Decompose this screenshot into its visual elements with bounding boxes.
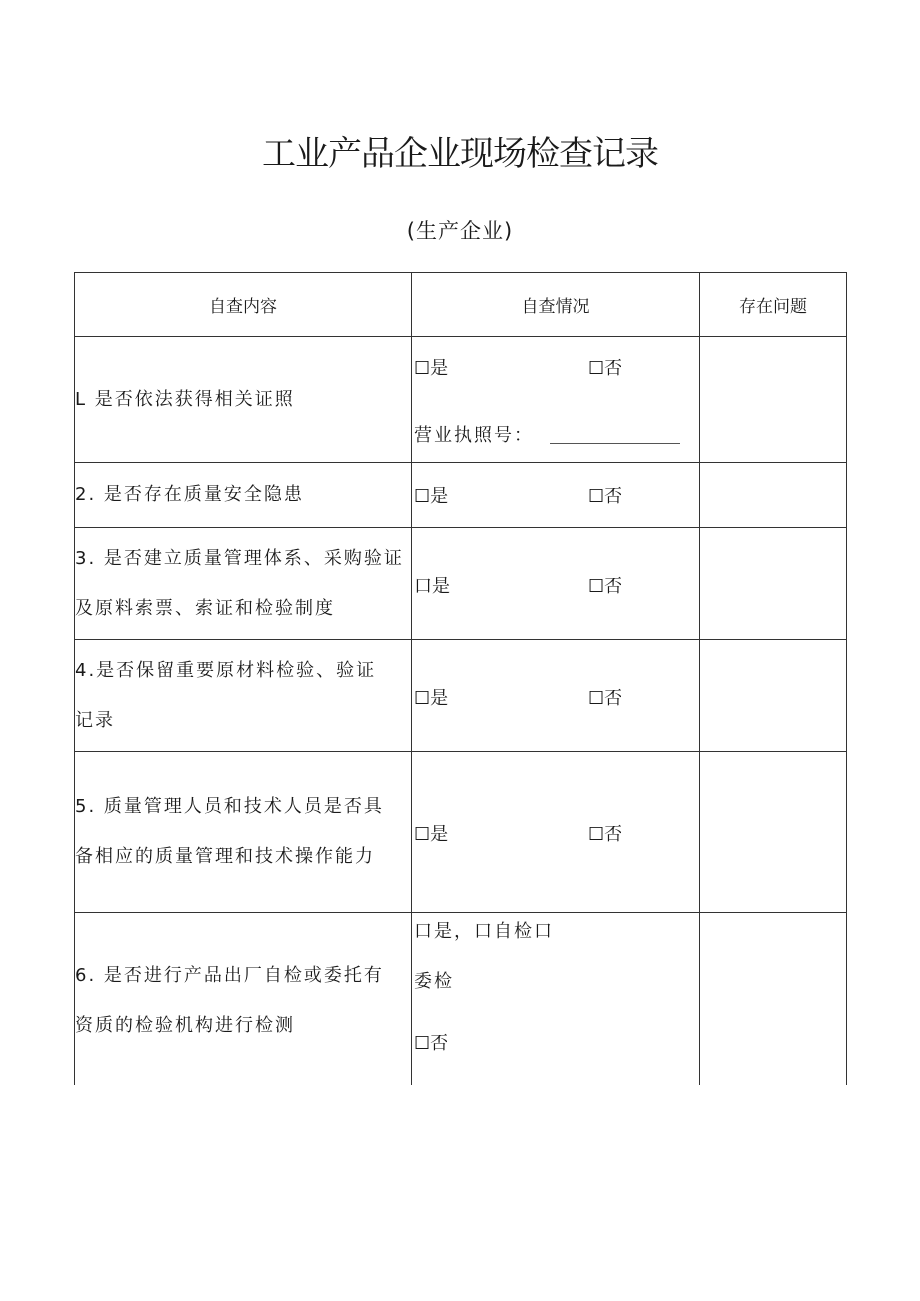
no-checkbox[interactable]: ☐否 [588,824,623,845]
no-checkbox[interactable]: ☐否 [588,576,623,597]
row4-issue-cell[interactable] [700,640,847,752]
row2-issue-cell[interactable] [700,463,847,528]
table-row [75,913,847,1086]
yes-checkbox[interactable]: ☐是 [414,688,449,709]
row1-status-cell [412,337,700,463]
item-line: 4.是否保留重要原材料检验、验证 [75,659,377,681]
table-row [75,337,847,463]
row6-item [75,913,412,1086]
row5-item [75,752,412,913]
row4-status-cell [412,640,700,752]
row2-item [75,463,412,528]
row3-issue-cell[interactable] [700,528,847,640]
item-line: 备相应的质量管理和技术操作能力 [75,846,375,867]
item-line: 2. 是否存在质量安全隐患 [75,484,304,505]
item-line: 及原料索票、索证和检验制度 [75,597,335,619]
item-line: 资质的检验机构进行检测 [75,1015,295,1036]
row1-item [75,337,412,463]
row3-status-cell [412,528,700,640]
row3-item [75,528,412,640]
document-title: 工业产品企业现场检查记录 [262,134,658,174]
yes-checkbox[interactable]: ☐是 [414,824,449,845]
row5-status-cell [412,752,700,913]
yes-checkbox[interactable]: ☐是 [414,358,449,379]
header-self-check-status: 自查情况 [412,273,700,337]
table-row [75,640,847,752]
table-row [75,752,847,913]
document-subtitle: (生产企业) [406,219,514,243]
row2-status-cell [412,463,700,528]
row5-issue-cell[interactable] [700,752,847,913]
item-line: 5. 质量管理人员和技术人员是否具 [75,796,384,817]
table-row [75,528,847,640]
entrust-check-label: 委检 [414,971,454,992]
row4-item [75,640,412,752]
no-checkbox[interactable]: ☐否 [588,688,623,709]
table-header-row [75,273,847,337]
table-row [75,463,847,528]
yes-checkbox[interactable]: ☐是 [414,486,449,507]
item-line: 3. 是否建立质量管理体系、采购验证 [75,547,404,569]
yes-checkbox[interactable]: 口是 [414,576,450,597]
license-number-label: 营业执照号： [414,425,534,446]
header-self-check-content: 自查内容 [75,273,412,337]
item-line: 记录 [75,709,115,731]
yes-self-check-entrust-options[interactable]: 口是，口自检口 [414,921,554,942]
header-existing-issues: 存在问题 [700,273,847,337]
item-line: L 是否依法获得相关证照 [75,388,295,410]
row1-issue-cell[interactable] [700,337,847,463]
no-checkbox[interactable]: ☐否 [588,358,623,379]
row6-issue-cell[interactable] [700,913,847,1086]
inspection-table [74,272,847,1085]
no-checkbox[interactable]: ☐否 [588,486,623,507]
item-line: 6. 是否进行产品出厂自检或委托有 [75,965,384,986]
no-checkbox[interactable]: ☐否 [414,1033,449,1054]
row6-status-cell [412,913,700,1086]
license-number-field[interactable] [550,443,680,444]
